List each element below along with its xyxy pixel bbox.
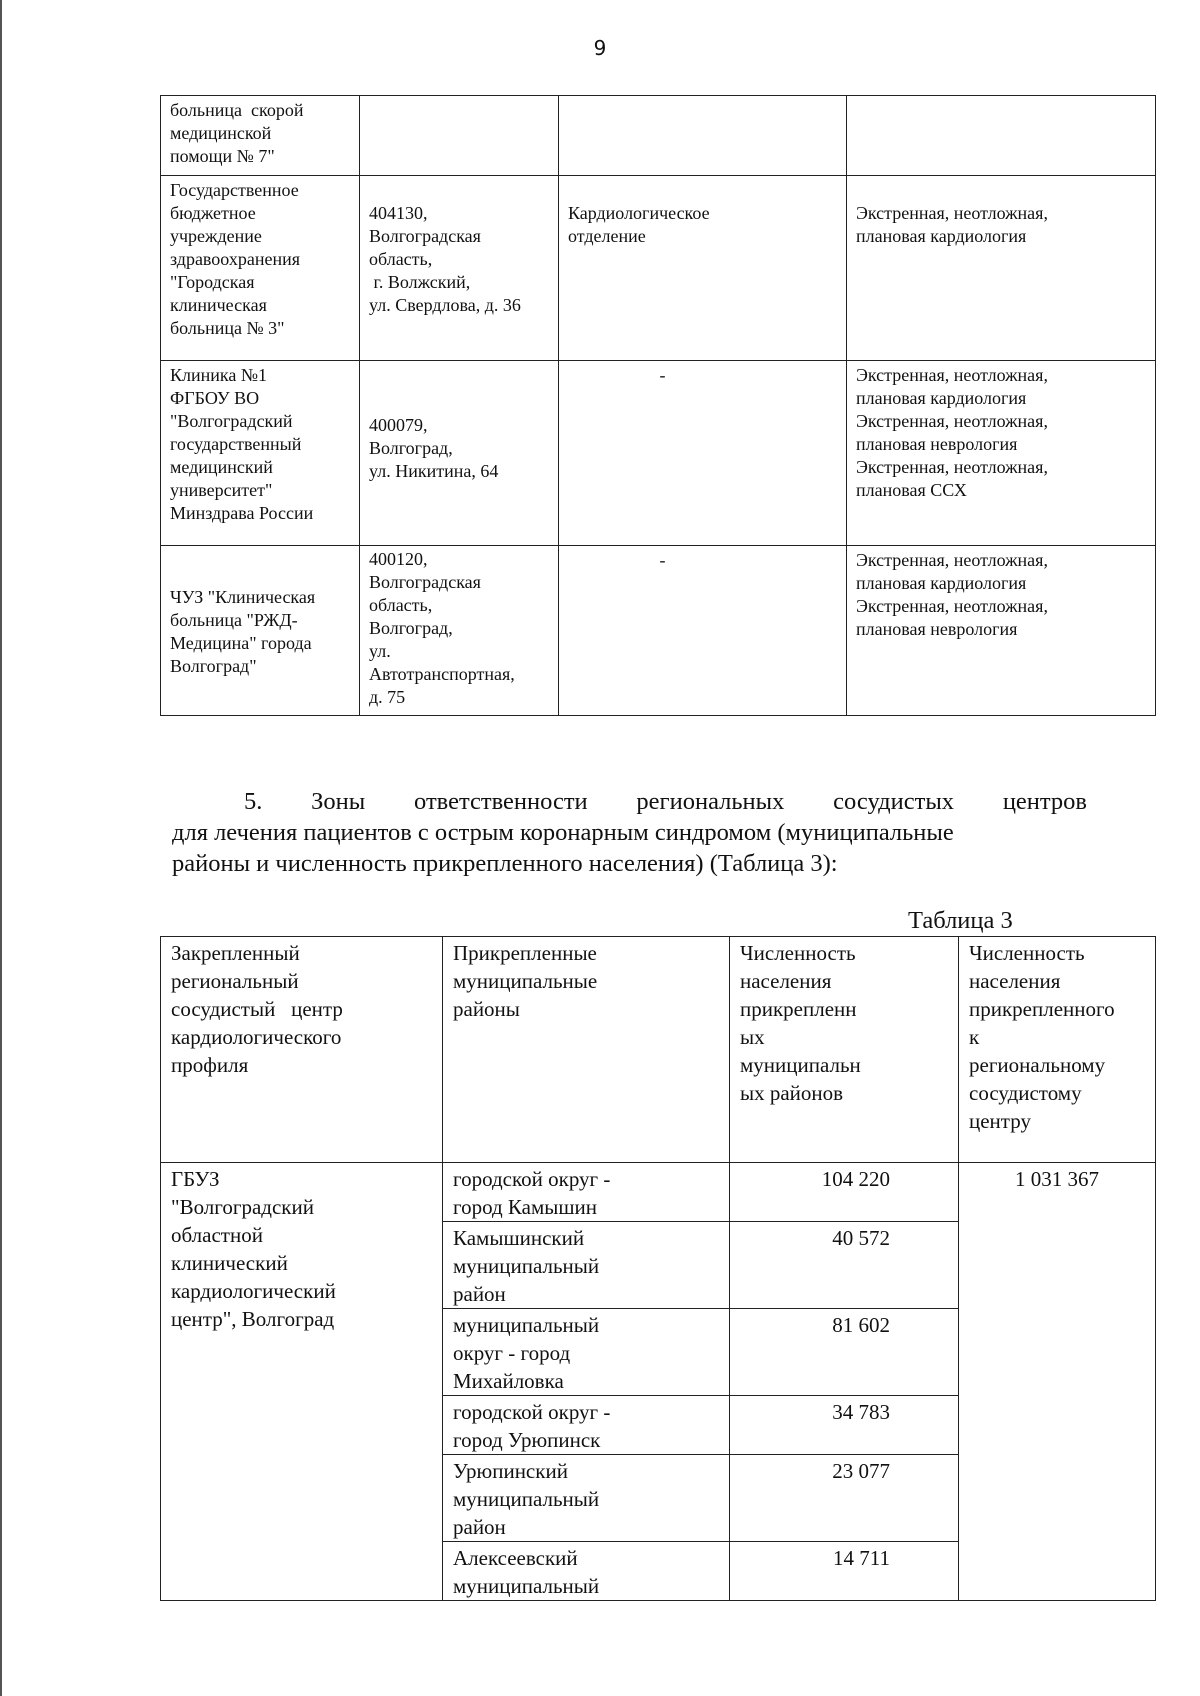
cell-line: Волгоград,: [369, 618, 453, 638]
department-cell: [559, 546, 847, 716]
cell-line: плановая кардиология: [856, 573, 1027, 593]
cell-line: муниципальный: [453, 1313, 600, 1337]
profile-cell: [847, 96, 1156, 176]
cell-line: прикрепленного: [969, 997, 1115, 1021]
org-cell: [161, 361, 360, 546]
district-cell: [443, 1396, 730, 1455]
page-number: 9: [593, 36, 607, 60]
cell-line: городской округ -: [453, 1167, 611, 1191]
section-5-line: для лечения пациентов с острым коронарным синдромом (муниципальные: [172, 819, 954, 846]
center-name-cell: [161, 1163, 443, 1601]
cell-line: ул. Свердлова, д. 36: [369, 295, 521, 315]
cell-line: муниципальн: [740, 1053, 861, 1077]
header-district-population: [730, 937, 959, 1163]
responsibility-zones-table: [160, 936, 1156, 1601]
cell-line: Минздрава России: [170, 503, 314, 523]
cell-line: к: [969, 1025, 980, 1049]
cell-line: региональный: [171, 969, 299, 993]
address-cell: [360, 361, 559, 546]
cell-line: Экстренная, неотложная,: [856, 365, 1048, 385]
cell-line: населения: [740, 969, 832, 993]
population-cell: 23 077: [730, 1455, 959, 1542]
cell-line: Закрепленный: [171, 941, 300, 965]
address-cell: [360, 176, 559, 361]
cell-line: плановая кардиология: [856, 226, 1027, 246]
header-center-population: [959, 937, 1156, 1163]
cell-line: университет": [170, 480, 273, 500]
cell-line: область,: [369, 249, 433, 269]
cell-line: 400120,: [369, 549, 428, 569]
department-cell: [559, 361, 847, 546]
cell-line: Клиника №1: [170, 365, 268, 385]
table-row: [161, 96, 1156, 176]
cell-line: область,: [369, 595, 433, 615]
header-row: [161, 937, 1156, 1163]
cell-line: Волгоград": [170, 656, 257, 676]
org-cell: [161, 176, 360, 361]
cell-line: ул. Никитина, 64: [369, 461, 499, 481]
population-cell: 14 711: [730, 1542, 959, 1601]
cell-line: сосудистый центр: [171, 997, 343, 1021]
cell-line: Экстренная, неотложная,: [856, 596, 1048, 616]
cell-line: -: [659, 550, 666, 570]
section-5-line: 5. Зоны ответственности региональных сосудистых центров: [244, 788, 1087, 815]
cell-line: медицинской: [170, 123, 272, 143]
population-cell: 104 220: [730, 1163, 959, 1222]
cell-line: больница скорой: [170, 100, 304, 120]
cell-line: ГБУЗ: [171, 1167, 220, 1191]
cell-line: 400079,: [369, 415, 428, 435]
cell-line: государственный: [170, 434, 302, 454]
cell-line: больница "РЖД-: [170, 610, 298, 630]
profile-cell: [847, 546, 1156, 716]
table-row: [161, 176, 1156, 361]
cell-line: клинический: [171, 1251, 288, 1275]
cell-line: Численность: [740, 941, 856, 965]
district-cell: [443, 1542, 730, 1601]
cell-line: здравоохранения: [170, 249, 301, 269]
cell-line: "Городская: [170, 272, 255, 292]
cell-line: г. Волжский,: [369, 272, 471, 292]
cell-line: помощи № 7": [170, 146, 275, 166]
cell-line: Алексеевский: [453, 1546, 578, 1570]
cell-line: ЧУЗ "Клиническая: [170, 587, 316, 607]
cell-line: Михайловка: [453, 1369, 564, 1393]
cell-line: плановая ССХ: [856, 480, 967, 500]
profile-cell: [847, 361, 1156, 546]
cell-line: плановая кардиология: [856, 388, 1027, 408]
table-row: [161, 1163, 1156, 1222]
table-3-caption: Таблица 3: [908, 907, 1013, 934]
cell-line: район: [453, 1282, 506, 1306]
total-population-cell: 1 031 367: [959, 1163, 1156, 1601]
cell-line: региональному: [969, 1053, 1106, 1077]
cell-line: ул.: [369, 641, 391, 661]
header-center: [161, 937, 443, 1163]
cell-line: муниципальный: [453, 1574, 600, 1598]
department-cell: [559, 176, 847, 361]
cell-line: Государственное: [170, 180, 299, 200]
cell-line: район: [453, 1515, 506, 1539]
cell-line: Численность: [969, 941, 1085, 965]
cell-line: прикрепленн: [740, 997, 857, 1021]
cell-line: центр", Волгоград: [171, 1307, 335, 1331]
cell-line: сосудистому: [969, 1081, 1082, 1105]
cell-line: плановая неврология: [856, 619, 1018, 639]
org-cell: [161, 546, 360, 716]
cell-line: Прикрепленные: [453, 941, 597, 965]
cell-line: кардиологический: [171, 1279, 336, 1303]
district-cell: [443, 1163, 730, 1222]
cell-line: город Камышин: [453, 1195, 598, 1219]
cell-line: "Волгоградский: [171, 1195, 314, 1219]
address-cell: [360, 546, 559, 716]
hospitals-table: [160, 95, 1156, 716]
table-row: [161, 361, 1156, 546]
cell-line: городской округ -: [453, 1400, 611, 1424]
cell-line: плановая неврология: [856, 434, 1018, 454]
profile-cell: [847, 176, 1156, 361]
cell-line: Экстренная, неотложная,: [856, 550, 1048, 570]
cell-line: Волгоград,: [369, 438, 453, 458]
district-cell: [443, 1222, 730, 1309]
section-5-paragraph: [172, 786, 1087, 879]
population-cell: 81 602: [730, 1309, 959, 1396]
population-cell: 40 572: [730, 1222, 959, 1309]
cell-line: больница № 3": [170, 318, 285, 338]
cell-line: Волгоградская: [369, 226, 481, 246]
address-cell: [360, 96, 559, 176]
cell-line: районы: [453, 997, 520, 1021]
cell-line: 404130,: [369, 203, 428, 223]
table-row: [161, 546, 1156, 716]
header-districts: [443, 937, 730, 1163]
cell-line: город Урюпинск: [453, 1428, 601, 1452]
scan-edge: [0, 0, 2, 1696]
cell-line: ФГБОУ ВО: [170, 388, 260, 408]
cell-line: Камышинский: [453, 1226, 585, 1250]
district-cell: [443, 1455, 730, 1542]
cell-line: "Волгоградский: [170, 411, 293, 431]
cell-line: отделение: [568, 226, 646, 246]
department-cell: [559, 96, 847, 176]
district-cell: [443, 1309, 730, 1396]
cell-line: ых: [740, 1025, 765, 1049]
cell-line: -: [659, 365, 666, 385]
cell-line: муниципальный: [453, 1487, 600, 1511]
cell-line: муниципальный: [453, 1254, 600, 1278]
cell-line: округ - город: [453, 1341, 571, 1365]
cell-line: профиля: [171, 1053, 249, 1077]
cell-line: муниципальные: [453, 969, 598, 993]
cell-line: Волгоградская: [369, 572, 481, 592]
cell-line: Кардиологическое: [568, 203, 710, 223]
cell-line: Медицина" города: [170, 633, 312, 653]
cell-line: Экстренная, неотложная,: [856, 411, 1048, 431]
cell-line: учреждение: [170, 226, 262, 246]
cell-line: кардиологического: [171, 1025, 342, 1049]
cell-line: Экстренная, неотложная,: [856, 203, 1048, 223]
population-cell: 34 783: [730, 1396, 959, 1455]
cell-line: Автотранспортная,: [369, 664, 515, 684]
cell-line: Экстренная, неотложная,: [856, 457, 1048, 477]
org-cell: [161, 96, 360, 176]
cell-line: центру: [969, 1109, 1031, 1133]
cell-line: населения: [969, 969, 1061, 993]
cell-line: клиническая: [170, 295, 267, 315]
cell-line: областной: [171, 1223, 263, 1247]
section-5-line: районы и численность прикрепленного населения) (Таблица 3):: [172, 850, 838, 877]
cell-line: ых районов: [740, 1081, 844, 1105]
cell-line: медицинский: [170, 457, 273, 477]
cell-line: Урюпинский: [453, 1459, 568, 1483]
cell-line: д. 75: [369, 687, 406, 707]
cell-line: бюджетное: [170, 203, 256, 223]
